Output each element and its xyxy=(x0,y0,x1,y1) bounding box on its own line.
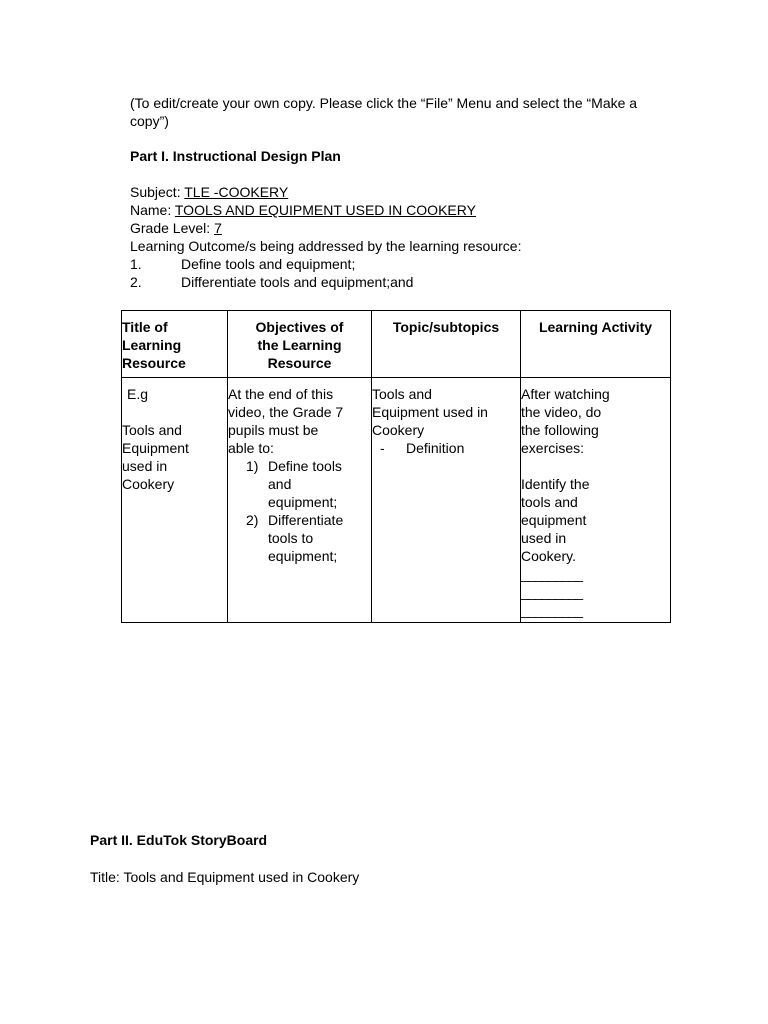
list-item: 2) Differentiate tools to equipment; xyxy=(246,512,344,564)
table-row xyxy=(122,378,671,623)
list-marker: 2) xyxy=(246,512,259,528)
subtopic-dash: - xyxy=(380,440,385,456)
grade-line xyxy=(130,219,690,237)
outcome-label: Learning Outcome/s being addressed by the learning resource: xyxy=(130,238,522,254)
grade-label: Grade Level: xyxy=(130,220,215,236)
example-label: E.g xyxy=(127,386,149,402)
cell-activity: After watching the video, do the following exercises: Identify the tools and equipment used in Cookery. _________ _________ _________ xyxy=(521,378,671,623)
design-plan-table xyxy=(121,310,671,623)
name-label: Name: xyxy=(130,202,175,218)
outcome-number: 2. xyxy=(130,274,142,290)
name-value: TOOLS AND EQUIPMENT USED IN COOKERY xyxy=(174,202,476,218)
subtopic-text: Definition xyxy=(406,440,465,456)
header-activity: Learning Activity xyxy=(521,311,671,378)
intro-instructions: (To edit/create your own copy. Please click the “File” Menu and select the “Make a copy”) xyxy=(130,95,638,129)
header-objectives: Objectives of the Learning Resource xyxy=(228,311,372,378)
name-line xyxy=(130,201,690,219)
list-marker: 1) xyxy=(246,458,259,474)
header-title: Title of Learning Resource xyxy=(122,311,228,378)
outcome-number: 1. xyxy=(130,256,142,272)
table-header-row xyxy=(122,311,671,378)
subject-value: TLE -COOKERY xyxy=(184,184,289,200)
part2-heading: Part II. EduTok StoryBoard xyxy=(90,832,268,848)
answer-blank: _________ xyxy=(521,566,583,582)
storyboard-title: Title: Tools and Equipment used in Cookery xyxy=(90,869,360,885)
grade-value: 7 xyxy=(214,220,222,236)
list-item: 1) Define tools and equipment; xyxy=(246,458,342,510)
objectives-list xyxy=(228,457,371,565)
outcome-item xyxy=(130,273,690,291)
header-topic: Topic/subtopics xyxy=(372,311,521,378)
cell-objectives: At the end of this video, the Grade 7 pupils must be able to: 1) Define tools and equipment; 2) Differentiate tools to equipment; xyxy=(228,378,372,623)
outcome-text: Differentiate tools and equipment;and xyxy=(181,274,414,290)
answer-blank: _________ xyxy=(521,602,583,618)
part1-heading: Part I. Instructional Design Plan xyxy=(130,148,341,164)
outcome-item xyxy=(130,255,690,273)
subtopic-item xyxy=(372,439,520,457)
answer-blank: _________ xyxy=(521,584,583,600)
subject-line xyxy=(130,183,690,201)
cell-title: E.g Tools and Equipment used in Cookery xyxy=(122,378,228,623)
outcome-text: Define tools and equipment; xyxy=(181,256,356,272)
subject-label: Subject: xyxy=(130,184,185,200)
cell-topic: Tools and Equipment used in Cookery - Definition xyxy=(372,378,521,623)
lesson-meta xyxy=(130,183,690,291)
